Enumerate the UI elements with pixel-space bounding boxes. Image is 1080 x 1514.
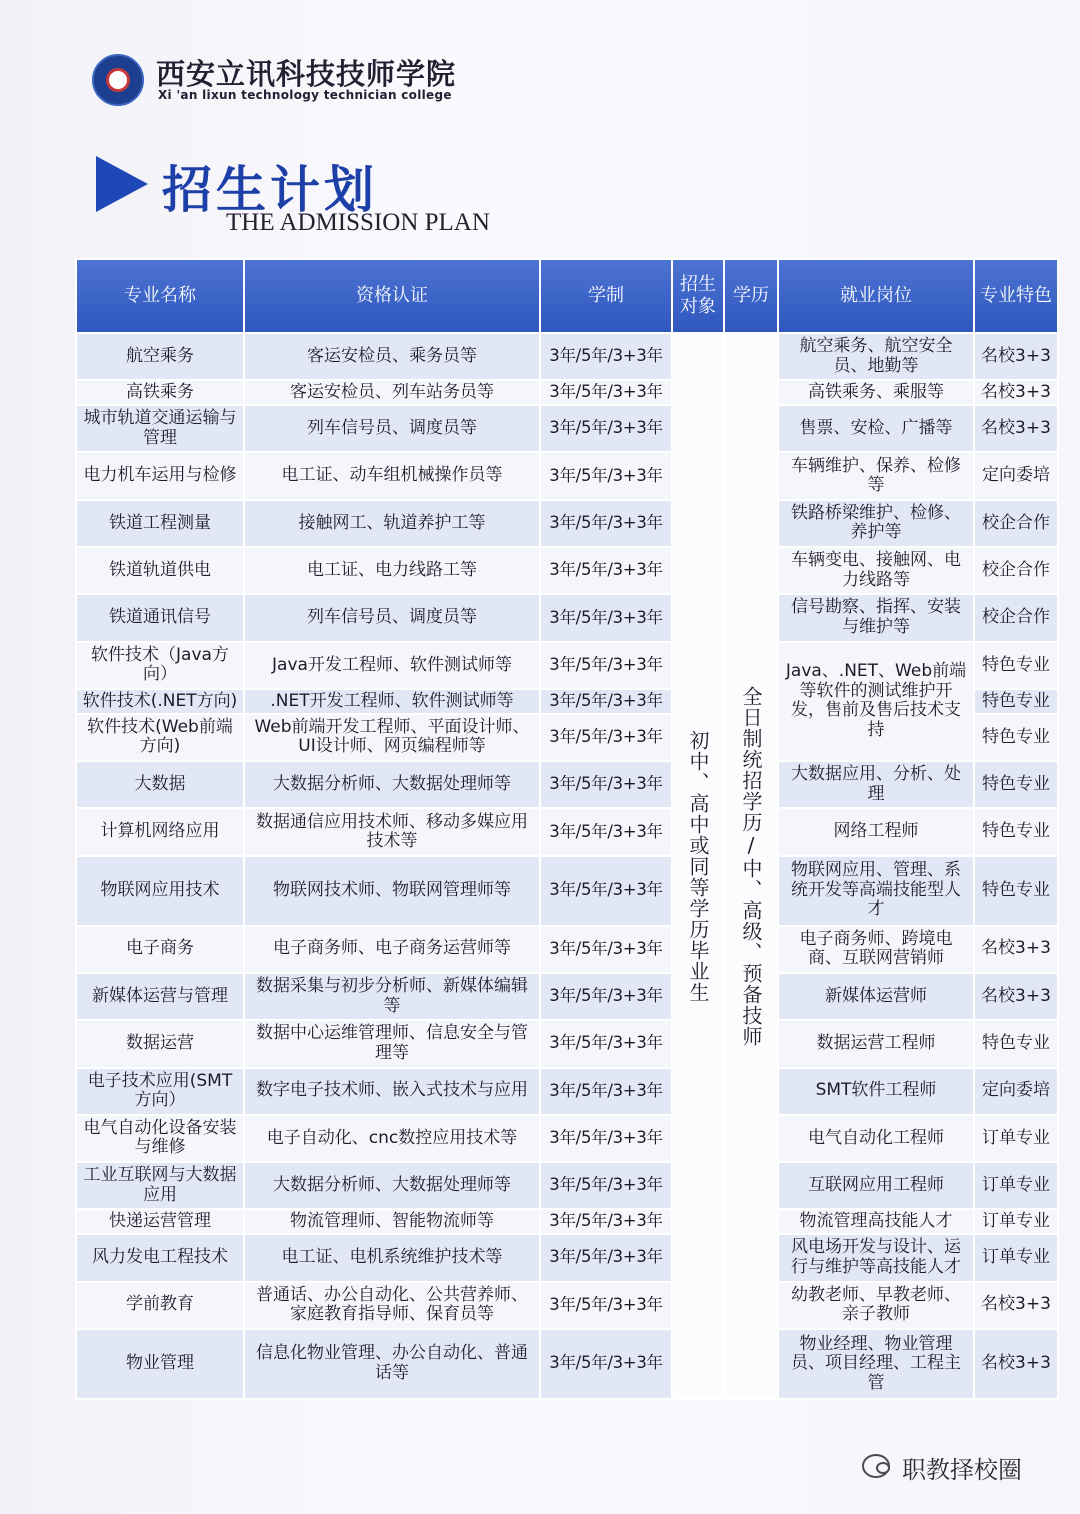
- target-text: 初中、高中或同等学历毕业生: [686, 729, 710, 1003]
- duration-cell: 3年/5年/3+3年: [540, 1329, 672, 1399]
- feature-cell: 特色专业: [974, 808, 1058, 855]
- major-cell: 软件技术(.NET方向): [76, 689, 244, 714]
- major-cell: 风力发电工程技术: [76, 1234, 244, 1281]
- table-row: [76, 1068, 1058, 1115]
- page-title: 招生计划: [162, 160, 378, 219]
- duration-cell: 3年/5年/3+3年: [540, 1020, 672, 1067]
- table-row: [76, 452, 1058, 499]
- major-cell: 电气自动化设备安装与维修: [76, 1115, 244, 1162]
- job-cell: 电子商务师、跨境电商、互联网营销师: [778, 926, 974, 973]
- job-cell: 高铁乘务、乘服等: [778, 380, 974, 405]
- feature-cell: 名校3+3: [974, 380, 1058, 405]
- header-cert: 资格认证: [244, 259, 540, 333]
- header-target: 招生对象: [672, 259, 724, 333]
- major-cell: 软件技术(Web前端方向): [76, 714, 244, 761]
- job-cell: 数据运营工程师: [778, 1020, 974, 1067]
- feature-cell: 名校3+3: [974, 333, 1058, 380]
- major-cell: 铁道工程测量: [76, 500, 244, 547]
- duration-cell: 3年/5年/3+3年: [540, 594, 672, 641]
- table-row: [76, 500, 1058, 547]
- college-logo: [92, 52, 492, 112]
- job-cell: 车辆维护、保养、检修等: [778, 452, 974, 499]
- cert-cell: 客运安检员、乘务员等: [244, 333, 540, 380]
- job-cell: 车辆变电、接触网、电力线路等: [778, 547, 974, 594]
- college-name-cn: 西安立讯科技技师学院: [156, 57, 457, 91]
- feature-cell: 特色专业: [974, 761, 1058, 808]
- duration-cell: 3年/5年/3+3年: [540, 714, 672, 761]
- table-row: [76, 1209, 1058, 1234]
- table-row: [76, 1282, 1058, 1329]
- table-row: [76, 642, 1058, 689]
- duration-cell: 3年/5年/3+3年: [540, 973, 672, 1020]
- feature-cell: 名校3+3: [974, 1282, 1058, 1329]
- admission-plan-table: [75, 258, 1059, 1400]
- feature-cell: 校企合作: [974, 594, 1058, 641]
- feature-cell: 特色专业: [974, 689, 1058, 714]
- table-row: [76, 1020, 1058, 1067]
- feature-cell: 名校3+3: [974, 1329, 1058, 1399]
- table-row: [76, 926, 1058, 973]
- major-cell: 工业互联网与大数据应用: [76, 1162, 244, 1209]
- table-row: [76, 808, 1058, 855]
- job-cell: 信号勘察、指挥、安装与维护等: [778, 594, 974, 641]
- table-row: [76, 1115, 1058, 1162]
- feature-cell: 特色专业: [974, 1020, 1058, 1067]
- cert-cell: 电工证、电力线路工等: [244, 547, 540, 594]
- page-subtitle: THE ADMISSION PLAN: [226, 209, 490, 236]
- duration-cell: 3年/5年/3+3年: [540, 1068, 672, 1115]
- cert-cell: 数字电子技术师、嵌入式技术与应用: [244, 1068, 540, 1115]
- duration-cell: 3年/5年/3+3年: [540, 1162, 672, 1209]
- duration-cell: 3年/5年/3+3年: [540, 1234, 672, 1281]
- job-cell: 物业经理、物业管理员、项目经理、工程主管: [778, 1329, 974, 1399]
- feature-cell: 校企合作: [974, 547, 1058, 594]
- duration-cell: 3年/5年/3+3年: [540, 500, 672, 547]
- job-cell: 新媒体运营师: [778, 973, 974, 1020]
- major-cell: 物业管理: [76, 1329, 244, 1399]
- wechat-icon: [862, 1454, 890, 1478]
- major-cell: 电力机车运用与检修: [76, 452, 244, 499]
- education-text: 全日制统招学历/中、高级、预备技师: [739, 685, 763, 1047]
- cert-cell: 普通话、办公自动化、公共营养师、家庭教育指导师、保育员等: [244, 1282, 540, 1329]
- cert-cell: .NET开发工程师、软件测试师等: [244, 689, 540, 714]
- target-cell: [672, 333, 724, 1399]
- job-cell: 物流管理高技能人才: [778, 1209, 974, 1234]
- cert-cell: 信息化物业管理、办公自动化、普通话等: [244, 1329, 540, 1399]
- feature-cell: 特色专业: [974, 642, 1058, 689]
- table-row: [76, 1162, 1058, 1209]
- cert-cell: 大数据分析师、大数据处理师等: [244, 1162, 540, 1209]
- education-cell: [724, 333, 778, 1399]
- table-row: [76, 1329, 1058, 1399]
- feature-cell: 定向委培: [974, 1068, 1058, 1115]
- header-education: 学历: [724, 259, 778, 333]
- job-cell: 大数据应用、分析、处理: [778, 761, 974, 808]
- major-cell: 城市轨道交通运输与管理: [76, 405, 244, 452]
- cert-cell: 大数据分析师、大数据处理师等: [244, 761, 540, 808]
- duration-cell: 3年/5年/3+3年: [540, 1209, 672, 1234]
- duration-cell: 3年/5年/3+3年: [540, 333, 672, 380]
- table-row: [76, 405, 1058, 452]
- job-cell: 网络工程师: [778, 808, 974, 855]
- duration-cell: 3年/5年/3+3年: [540, 761, 672, 808]
- cert-cell: 电工证、动车组机械操作员等: [244, 452, 540, 499]
- duration-cell: 3年/5年/3+3年: [540, 452, 672, 499]
- header-feature: 专业特色: [974, 259, 1058, 333]
- major-cell: 航空乘务: [76, 333, 244, 380]
- job-cell: 航空乘务、航空安全员、地勤等: [778, 333, 974, 380]
- job-cell: 售票、安检、广播等: [778, 405, 974, 452]
- header-job: 就业岗位: [778, 259, 974, 333]
- job-cell: 互联网应用工程师: [778, 1162, 974, 1209]
- feature-cell: 定向委培: [974, 452, 1058, 499]
- cert-cell: 物流管理师、智能物流师等: [244, 1209, 540, 1234]
- duration-cell: 3年/5年/3+3年: [540, 689, 672, 714]
- table-row: [76, 973, 1058, 1020]
- feature-cell: 特色专业: [974, 856, 1058, 926]
- duration-cell: 3年/5年/3+3年: [540, 1282, 672, 1329]
- feature-cell: 订单专业: [974, 1234, 1058, 1281]
- job-cell: SMT软件工程师: [778, 1068, 974, 1115]
- title-arrow-icon: [96, 156, 148, 212]
- major-cell: 新媒体运营与管理: [76, 973, 244, 1020]
- cert-cell: 客运安检员、列车站务员等: [244, 380, 540, 405]
- major-cell: 大数据: [76, 761, 244, 808]
- duration-cell: 3年/5年/3+3年: [540, 1115, 672, 1162]
- cert-cell: 数据通信应用技术师、移动多媒应用技术等: [244, 808, 540, 855]
- feature-cell: 名校3+3: [974, 405, 1058, 452]
- major-cell: 物联网应用技术: [76, 856, 244, 926]
- major-cell: 铁道通讯信号: [76, 594, 244, 641]
- cert-cell: 电子自动化、cnc数控应用技术等: [244, 1115, 540, 1162]
- major-cell: 电子商务: [76, 926, 244, 973]
- duration-cell: 3年/5年/3+3年: [540, 405, 672, 452]
- cert-cell: Java开发工程师、软件测试师等: [244, 642, 540, 689]
- feature-cell: 名校3+3: [974, 973, 1058, 1020]
- table-row: [76, 1234, 1058, 1281]
- duration-cell: 3年/5年/3+3年: [540, 642, 672, 689]
- duration-cell: 3年/5年/3+3年: [540, 547, 672, 594]
- job-cell: 物联网应用、管理、系统开发等高端技能型人才: [778, 856, 974, 926]
- job-cell: 风电场开发与设计、运行与维护等高技能人才: [778, 1234, 974, 1281]
- feature-cell: 订单专业: [974, 1115, 1058, 1162]
- major-cell: 计算机网络应用: [76, 808, 244, 855]
- cert-cell: 列车信号员、调度员等: [244, 594, 540, 641]
- cert-cell: Web前端开发工程师、平面设计师、UI设计师、网页编程师等: [244, 714, 540, 761]
- major-cell: 学前教育: [76, 1282, 244, 1329]
- table-row: [76, 380, 1058, 405]
- cert-cell: 接触网工、轨道养护工等: [244, 500, 540, 547]
- duration-cell: 3年/5年/3+3年: [540, 856, 672, 926]
- major-cell: 快递运营管理: [76, 1209, 244, 1234]
- watermark-text: 职教择校圈: [902, 1456, 1022, 1484]
- table-header-row: [76, 259, 1058, 333]
- duration-cell: 3年/5年/3+3年: [540, 380, 672, 405]
- major-cell: 铁道轨道供电: [76, 547, 244, 594]
- header-duration: 学制: [540, 259, 672, 333]
- cert-cell: 列车信号员、调度员等: [244, 405, 540, 452]
- cert-cell: 电工证、电机系统维护技术等: [244, 1234, 540, 1281]
- duration-cell: 3年/5年/3+3年: [540, 808, 672, 855]
- major-cell: 数据运营: [76, 1020, 244, 1067]
- cert-cell: 数据采集与初步分析师、新媒体编辑等: [244, 973, 540, 1020]
- cert-cell: 数据中心运维管理师、信息安全与管理等: [244, 1020, 540, 1067]
- job-cell: 幼教老师、早教老师、亲子教师: [778, 1282, 974, 1329]
- feature-cell: 特色专业: [974, 714, 1058, 761]
- table-row: [76, 594, 1058, 641]
- table-row: [76, 547, 1058, 594]
- college-emblem-icon: [92, 54, 144, 106]
- major-cell: 电子技术应用(SMT方向）: [76, 1068, 244, 1115]
- job-cell: Java、.NET、Web前端等软件的测试维护开发，售前及售后技术支持: [778, 642, 974, 761]
- major-cell: 高铁乘务: [76, 380, 244, 405]
- feature-cell: 订单专业: [974, 1209, 1058, 1234]
- job-cell: 电气自动化工程师: [778, 1115, 974, 1162]
- feature-cell: 名校3+3: [974, 926, 1058, 973]
- college-name-en: Xi 'an lixun technology technician college: [158, 88, 452, 102]
- table-row: [76, 856, 1058, 926]
- feature-cell: 订单专业: [974, 1162, 1058, 1209]
- table-row: [76, 333, 1058, 380]
- header-major: 专业名称: [76, 259, 244, 333]
- feature-cell: 校企合作: [974, 500, 1058, 547]
- duration-cell: 3年/5年/3+3年: [540, 926, 672, 973]
- job-cell: 铁路桥梁维护、检修、养护等: [778, 500, 974, 547]
- cert-cell: 物联网技术师、物联网管理师等: [244, 856, 540, 926]
- major-cell: 软件技术（Java方向）: [76, 642, 244, 689]
- cert-cell: 电子商务师、电子商务运营师等: [244, 926, 540, 973]
- table-row: [76, 761, 1058, 808]
